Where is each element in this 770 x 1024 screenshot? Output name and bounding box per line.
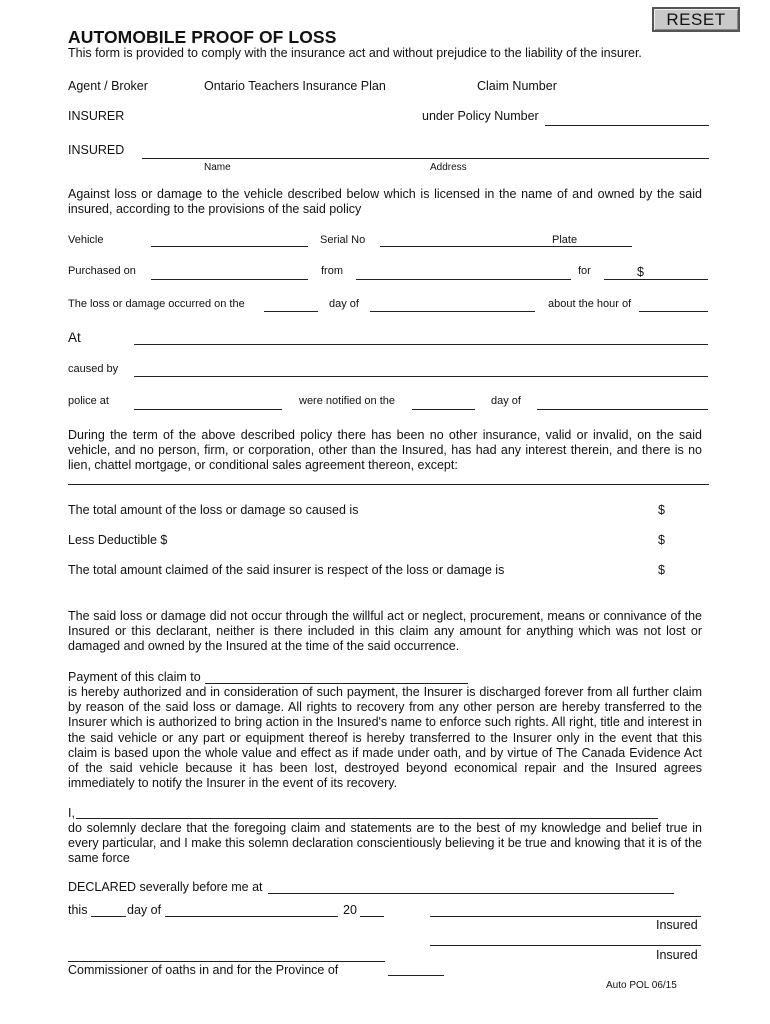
form-code: Auto POL 06/15	[606, 980, 677, 991]
declared-place-field[interactable]	[268, 893, 674, 894]
form-title: AUTOMOBILE PROOF OF LOSS	[68, 27, 337, 47]
form-subtitle: This form is provided to comply with the insurance act and without prejudice to the liability of the insurer.	[68, 46, 642, 60]
total-claimed-label: The total amount claimed of the said insurer is respect of the loss or damage is	[68, 563, 505, 577]
loss-occurred-label: The loss or damage occurred on the	[68, 298, 245, 310]
solemn-declaration-text: do solemnly declare that the foregoing claim and statements are to the best of my knowledge and belief true in every particular, and I make this solemn declaration conscientiously believing it be true and knowing that it is of the same force	[68, 821, 702, 866]
loss-day-field[interactable]	[264, 311, 318, 312]
notified-month-field[interactable]	[537, 409, 708, 410]
commissioner-label: Commissioner of oaths in and for the Province of	[68, 963, 339, 977]
declared-day-field[interactable]	[91, 916, 126, 917]
total-loss-dollar: $	[658, 503, 665, 517]
notified-day-field[interactable]	[412, 409, 475, 410]
notified-day-of-label: day of	[491, 395, 521, 407]
insured-name-address-field[interactable]	[142, 158, 709, 159]
purchased-from-field[interactable]	[356, 279, 571, 280]
purchased-on-label: Purchased on	[68, 265, 136, 277]
claim-number-label: Claim Number	[477, 79, 557, 93]
name-caption: Name	[204, 162, 231, 173]
loss-month-field[interactable]	[370, 311, 535, 312]
caused-by-label: caused by	[68, 363, 119, 375]
police-at-label: police at	[68, 395, 109, 407]
total-claimed-dollar: $	[658, 563, 665, 577]
caused-by-field[interactable]	[134, 376, 708, 377]
year-prefix-label: 20	[343, 903, 357, 917]
insured-label: INSURED	[68, 143, 125, 157]
insurer-label: INSURER	[68, 109, 125, 123]
less-deductible-label: Less Deductible $	[68, 533, 168, 547]
purchased-on-field[interactable]	[151, 279, 308, 280]
this-label: this	[68, 903, 88, 917]
payment-authorization-text: is hereby authorized and in consideration of such payment, the Insurer is discharged forever from all further claim by reason of the said loss or damage. All rights to recovery from any other person are hereby transferred to the Insurer which is authorized to bring action in the Insured's name to enforce such rights. All right, title and interest in the said vehicle or any part or equipment thereof is hereby transferred to the Insurer only in the event that this claim is based upon the whole value and effect as if made under oath, and by virtue of The Canada Evidence Act of the said vehicle because it has been lost, destroyed beyond economical repair and the Insured agrees immediately to notify the Insurer in the event of its recovery.	[68, 685, 702, 791]
insured-signature-1-caption: Insured	[656, 918, 698, 932]
total-loss-label: The total amount of the loss or damage so caused is	[68, 503, 359, 517]
deductible-dollar: $	[658, 533, 665, 547]
policy-number-field[interactable]	[545, 125, 709, 126]
loss-hour-field[interactable]	[639, 311, 708, 312]
policy-number-label: under Policy Number	[422, 109, 539, 123]
police-at-field[interactable]	[134, 409, 282, 410]
payment-label: Payment of this claim to	[68, 670, 201, 684]
about-hour-label: about the hour of	[548, 298, 632, 310]
serial-no-label: Serial No	[320, 234, 366, 246]
for-label: for	[578, 265, 591, 277]
vehicle-field[interactable]	[151, 246, 308, 247]
loss-location-field[interactable]	[134, 344, 708, 345]
vehicle-label: Vehicle	[68, 234, 104, 246]
from-label: from	[321, 265, 343, 277]
agent-broker-value: Ontario Teachers Insurance Plan	[204, 79, 386, 93]
dollar-sign: $	[637, 265, 644, 279]
policy-term-text: During the term of the above described policy there has been no other insurance, valid or invalid, on the said vehicle, and no person, firm, or corporation, other than the Insured, has had any interest therein, and there is no lien, chattel mortgage, or conditional sales agreement thereon, except:	[68, 428, 702, 473]
except-field[interactable]	[68, 484, 709, 485]
serial-plate-field[interactable]	[380, 246, 632, 247]
at-label: At	[68, 330, 81, 345]
declared-year-field[interactable]	[360, 916, 384, 917]
declarant-i-label: I,	[68, 806, 75, 820]
day-of-label: day of	[329, 298, 359, 310]
declarant-name-field[interactable]	[76, 818, 658, 819]
against-loss-text: Against loss or damage to the vehicle described below which is licensed in the name of and owned by the said insured, according to the provisions of the said policy	[68, 187, 702, 217]
purchase-amount-field[interactable]	[604, 279, 708, 280]
insured-signature-1-field[interactable]	[430, 916, 701, 917]
willful-act-text: The said loss or damage did not occur through the willful act or neglect, procurement, means or connivance of the Insured or this declarant, neither is there included in this claim any amount for anything which was not lost or damaged and owned by the Insured at the time of the said occurrence.	[68, 609, 702, 654]
reset-button[interactable]: RESET	[652, 7, 740, 32]
address-caption: Address	[430, 162, 467, 173]
commissioner-signature-field[interactable]	[68, 961, 385, 962]
declared-month-field[interactable]	[165, 916, 338, 917]
province-field[interactable]	[388, 975, 444, 976]
agent-broker-label: Agent / Broker	[68, 79, 148, 93]
insured-signature-2-field[interactable]	[430, 945, 701, 946]
declared-day-of-label: day of	[127, 903, 162, 917]
notified-on-label: were notified on the	[299, 395, 396, 407]
insured-signature-2-caption: Insured	[656, 948, 698, 962]
payment-to-field[interactable]	[205, 683, 468, 684]
declared-before-label: DECLARED severally before me at	[68, 880, 263, 894]
plate-label: Plate	[552, 234, 578, 246]
